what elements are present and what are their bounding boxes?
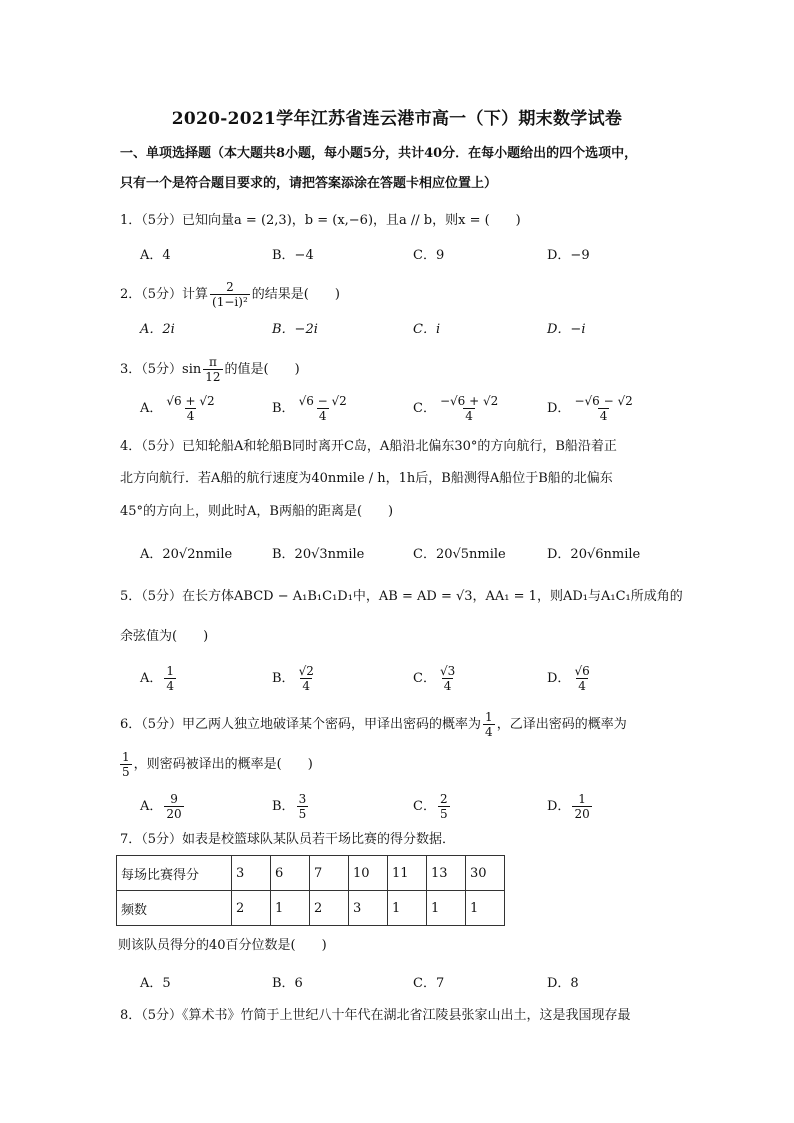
q2-prefix: 2．（5分）计算 (120, 287, 209, 302)
table-cell: 1 (388, 891, 427, 926)
q7-stem: 7．（5分）如表是校篮球队某队员若干场比赛的得分数据． (120, 832, 456, 847)
q5-option-d-den: 4 (578, 679, 586, 693)
q4-option-b: B．20√3nmile (272, 547, 365, 562)
q3-stem (120, 355, 300, 384)
q3-option-b-num: √6 − √2 (298, 394, 347, 408)
q5-option-b-den: 4 (302, 679, 311, 693)
table-cell: 6 (271, 856, 310, 891)
q6-option-c-frac (438, 792, 450, 821)
q5-line2: 余弦值为( ) (120, 629, 209, 644)
q5-option-a-den: 4 (166, 679, 175, 693)
q3-suffix: 的值是( ) (224, 362, 300, 377)
q2-frac-num: 2 (226, 280, 234, 294)
q6-option-b-num: 3 (298, 792, 307, 806)
q7-option-d: D．8 (547, 976, 579, 991)
q3-prefix: 3．（5分）sin (120, 362, 202, 377)
q6-line2-num: 1 (122, 750, 130, 764)
q2-frac-den: (1−i)² (212, 295, 248, 309)
table-header-label: 每场比赛得分 (117, 856, 232, 891)
q6-option-a-num: 9 (170, 792, 178, 806)
q7-option-a: A．5 (140, 976, 171, 991)
q3-option-c-num: −√6 + √2 (439, 394, 499, 408)
q6-line2-den: 5 (122, 765, 130, 779)
q6-option-c (413, 792, 452, 821)
q3-option-d-letter: D． (547, 401, 571, 416)
q3-option-c-letter: C． (413, 401, 436, 416)
q3-option-b (272, 394, 351, 423)
q6-option-d-num: 1 (578, 792, 586, 806)
table-cell: 13 (427, 856, 466, 891)
q3-option-c-den: 4 (465, 409, 473, 423)
q7-option-b: B．6 (272, 976, 303, 991)
q6-option-d-den: 20 (574, 807, 590, 821)
q6-line2-frac (120, 750, 132, 779)
q1-option-a: A．4 (140, 248, 171, 263)
q2-option-b: B．−2i (272, 322, 318, 337)
table-cell: 30 (466, 856, 505, 891)
q6-option-a-den: 20 (166, 807, 182, 821)
q5-option-a (140, 664, 178, 693)
q3-option-c-frac (438, 394, 500, 423)
q5-option-c-letter: C． (413, 671, 436, 686)
table-cell: 7 (310, 856, 349, 891)
q6-option-a-frac (164, 792, 183, 821)
table-row (117, 856, 505, 891)
q5-option-c-num: √3 (439, 664, 456, 678)
q4-option-a: A．20√2nmile (140, 547, 233, 562)
q5-option-d-frac (572, 664, 591, 693)
q6-line1-prefix: 6．（5分）甲乙两人独立地破译某个密码，甲译出密码的概率为 (120, 717, 482, 732)
table-cell: 10 (349, 856, 388, 891)
table-cell: 2 (232, 891, 271, 926)
q4-line3: 45°的方向上，则此时A，B两船的距离是( ) (120, 504, 394, 519)
q3-option-d (547, 394, 637, 423)
q3-option-d-frac (572, 394, 634, 423)
q5-option-a-num: 1 (166, 664, 175, 678)
table-cell: 1 (271, 891, 310, 926)
q1-option-d: D．−9 (547, 248, 590, 263)
q2-option-c: C．i (413, 322, 441, 337)
q6-option-c-num: 2 (439, 792, 448, 806)
q6-line1-frac (483, 710, 495, 739)
q6-line1-suffix: ，乙译出密码的概率为 (496, 717, 627, 732)
q6-option-b-frac (297, 792, 309, 821)
q1-stem: 1．（5分）已知向量a = (2,3)，b = (x,−6)，且a // b，则x = ( ) (120, 213, 521, 228)
q4-option-d: D．20√6nmile (547, 547, 641, 562)
q6-option-c-den: 5 (439, 807, 448, 821)
q3-option-a (140, 394, 219, 423)
q1-option-b: B．−4 (272, 248, 314, 263)
q6-option-d-frac (572, 792, 591, 821)
q5-option-c (413, 664, 459, 693)
q3-fraction (203, 355, 222, 384)
q3-option-a-den: 4 (186, 409, 195, 423)
q6-option-b-den: 5 (298, 807, 307, 821)
q6-option-d (547, 792, 594, 821)
q2-fraction (210, 280, 250, 309)
q3-option-a-num: √6 + √2 (166, 394, 215, 408)
q6-option-b (272, 792, 310, 821)
table-row (117, 891, 505, 926)
q6-line1-den: 4 (485, 725, 493, 739)
q3-option-d-num: −√6 − √2 (574, 394, 633, 408)
q4-line1: 4．（5分）已知轮船A和轮船B同时离开C岛，A船沿北偏东30°的方向航行，B船沿着正 (120, 439, 617, 454)
exam-title: 2020-2021学年江苏省连云港市高一（下）期末数学试卷 (171, 109, 623, 129)
q5-option-d-letter: D． (547, 671, 571, 686)
table-cell: 3 (232, 856, 271, 891)
table-cell: 3 (349, 891, 388, 926)
q7-option-c: C．7 (413, 976, 445, 991)
q6-line2 (118, 750, 313, 779)
q6-option-c-letter: C． (413, 799, 436, 814)
section-heading-line1: 一、单项选择题（本大题共8小题，每小题5分，共计40分．在每小题给出的四个选项中， (120, 146, 638, 161)
q2-stem (120, 280, 340, 309)
q6-line1 (120, 710, 627, 739)
q5-option-a-frac (164, 664, 176, 693)
q5-option-b-letter: B． (272, 671, 295, 686)
q5-option-d (547, 664, 594, 693)
q3-option-d-den: 4 (599, 409, 608, 423)
q2-option-d: D．−i (547, 322, 586, 337)
q6-option-a-letter: A． (140, 799, 163, 814)
q2-suffix: 的结果是( ) (251, 287, 340, 302)
q6-line2-suffix: ，则密码被译出的概率是( ) (133, 757, 313, 772)
q3-frac-den: 12 (205, 370, 221, 384)
table-cell: 1 (466, 891, 505, 926)
q2-option-a: A．2i (140, 322, 175, 337)
q4-option-c: C．20√5nmile (413, 547, 506, 562)
q5-option-c-den: 4 (443, 679, 452, 693)
q7-question: 则该队员得分的40百分位数是( ) (118, 938, 327, 953)
q3-option-b-den: 4 (318, 409, 327, 423)
table-cell: 11 (388, 856, 427, 891)
q5-option-a-letter: A． (140, 671, 163, 686)
table-freq-label: 频数 (117, 891, 232, 926)
q3-option-a-letter: A． (140, 401, 163, 416)
q3-option-b-frac (297, 394, 349, 423)
q5-option-b-frac (297, 664, 316, 693)
q1-option-c: C．9 (413, 248, 445, 263)
q6-option-a (140, 792, 186, 821)
q3-option-b-letter: B． (272, 401, 295, 416)
q6-option-d-letter: D． (547, 799, 571, 814)
q5-option-b (272, 664, 318, 693)
q3-option-c (413, 394, 502, 423)
q5-line1: 5．（5分）在长方体ABCD − A₁B₁C₁D₁中，AB = AD = √3，AA₁ = 1，则AD₁与A₁C₁所成角的 (120, 589, 683, 604)
section-heading-line2: 只有一个是符合题目要求的，请把答案添涂在答题卡相应位置上） (120, 176, 498, 191)
q4-line2: 北方向航行．若A船的航行速度为40nmile / h，1h后，B船测得A船位于B船的北偏东 (120, 471, 613, 486)
q3-option-a-frac (164, 394, 216, 423)
q3-frac-num: π (208, 355, 217, 369)
q5-option-d-num: √6 (574, 664, 590, 678)
q5-option-c-frac (438, 664, 457, 693)
table-cell: 1 (427, 891, 466, 926)
q8-line1: 8．（5分）《算术书》竹简于上世纪八十年代在湖北省江陵县张家山出土，这是我国现存最 (120, 1008, 631, 1023)
q6-line1-num: 1 (485, 710, 493, 724)
table-cell: 2 (310, 891, 349, 926)
q7-score-table (116, 855, 505, 926)
q5-option-b-num: √2 (298, 664, 314, 678)
q6-option-b-letter: B． (272, 799, 295, 814)
